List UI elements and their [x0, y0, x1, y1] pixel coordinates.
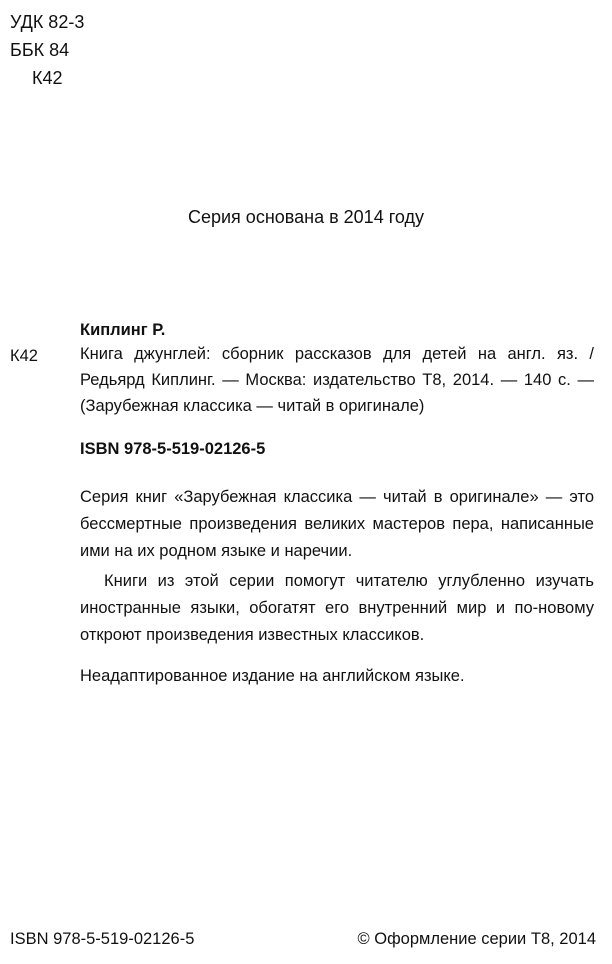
author-mark: К42: [32, 68, 63, 88]
bbk-code: ББК 84: [10, 40, 70, 60]
catalog-author-mark: К42: [10, 347, 38, 365]
series-note: Серия основана в 2014 году: [187, 207, 424, 227]
edition-note: Неадаптированное издание на английском языке.: [80, 667, 465, 685]
isbn-heading: ISBN 978-5-519-02126-5: [80, 440, 266, 458]
description-line-1: Книга джунглей: сборник рассказов для детей на англ. яз. /: [80, 345, 594, 363]
author-heading: Киплинг Р.: [80, 321, 166, 339]
annotation-line-2: бессмертные произведения великих мастеров пера, написанные: [80, 515, 594, 533]
annotation-line-3: ими на их родном языке и наречии.: [80, 542, 353, 560]
annotation-line-5: иностранные языки, обогатят его внутренний мир и по-новому: [80, 599, 594, 617]
description-line-3: (Зарубежная классика — читай в оригинале): [80, 397, 425, 415]
footer-copyright: © Оформление серии Т8, 2014: [357, 930, 596, 948]
annotation-line-6: откроют произведения известных классиков.: [80, 626, 425, 644]
footer-isbn: ISBN 978-5-519-02126-5: [10, 930, 195, 948]
udk-code: УДК 82-3: [10, 12, 85, 32]
description-line-2: Редьярд Киплинг. — Москва: издательство Т8, 2014. — 140 с. —: [80, 371, 594, 389]
annotation-line-1: Серия книг «Зарубежная классика — читай в оригинале» — это: [80, 488, 594, 506]
annotation-line-4: Книги из этой серии помогут читателю углубленно изучать: [104, 572, 594, 590]
